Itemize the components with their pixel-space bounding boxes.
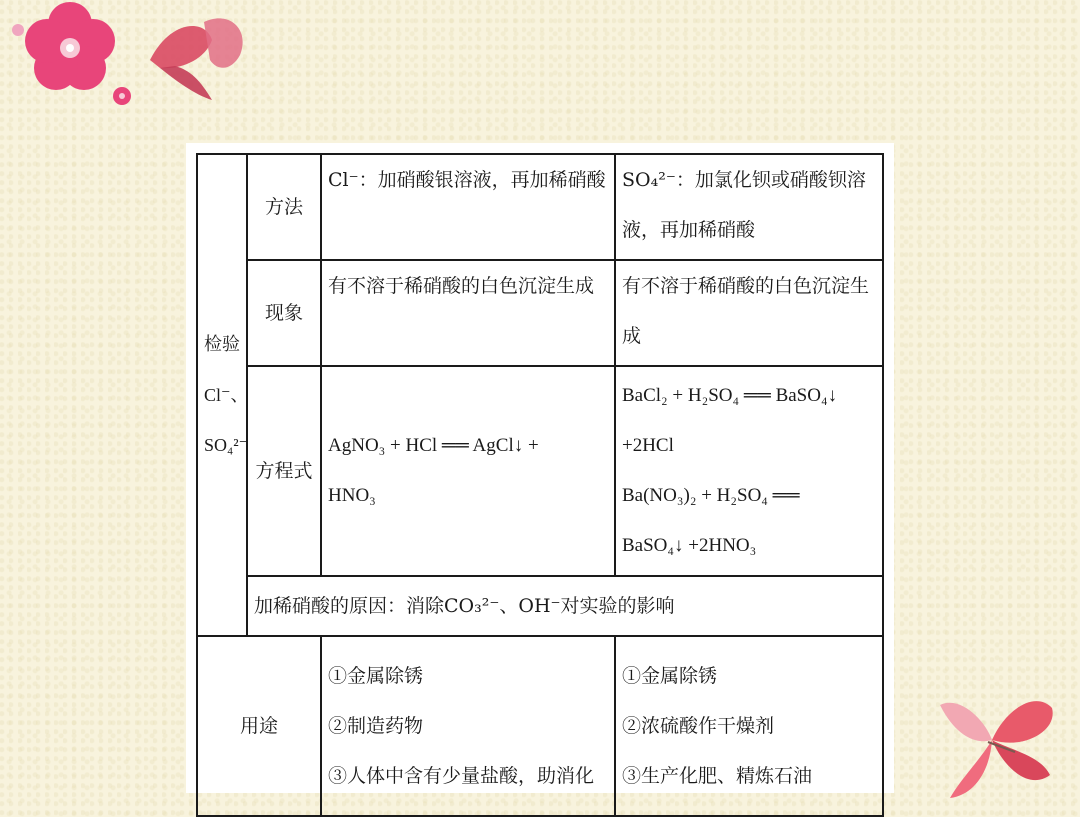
flower-decoration-icon	[0, 0, 260, 120]
equation-right-line3: Ba(NO₃)₂ + H₂SO₄ ══	[622, 485, 800, 506]
equation-right	[615, 366, 883, 576]
table-card	[186, 143, 894, 793]
butterfly-decoration-icon	[930, 690, 1080, 805]
uses-left-item: ②制造药物	[328, 715, 424, 737]
uses-right-item: ②浓硫酸作干燥剂	[622, 715, 775, 737]
equation-right-line4: BaSO₄↓ +2HNO₃	[622, 535, 757, 556]
uses-right	[615, 636, 883, 816]
equation-left-line1: AgNO₃ + HCl ══ AgCl↓ +	[328, 435, 539, 456]
equation-left-line2: HNO₃	[328, 485, 376, 506]
phenomenon-header: 现象	[247, 260, 321, 366]
check-label-line1: 检验	[204, 334, 240, 355]
uses-left-item: ③人体中含有少量盐酸，助消化	[328, 765, 595, 787]
phenomenon-right: 有不溶于稀硝酸的白色沉淀生成	[615, 260, 883, 366]
uses-left	[321, 636, 615, 816]
uses-right-item: ①金属除锈	[622, 665, 718, 687]
equation-right-line1: BaCl₂ + H₂SO₄ ══ BaSO₄↓	[622, 385, 838, 406]
method-right: SO₄²⁻：加氯化钡或硝酸钡溶液，再加稀硝酸	[615, 154, 883, 260]
phenomenon-left: 有不溶于稀硝酸的白色沉淀生成	[321, 260, 615, 366]
check-label-line3: SO₄²⁻	[204, 435, 249, 455]
equation-right-line2: +2HCl	[622, 435, 674, 456]
check-label-line2: Cl⁻、	[204, 385, 249, 405]
equation-left	[321, 366, 615, 576]
uses-left-item: ①金属除锈	[328, 665, 424, 687]
method-left: Cl⁻：加硝酸银溶液，再加稀硝酸	[321, 154, 615, 260]
uses-header: 用途	[197, 636, 321, 816]
check-label-cell	[197, 154, 247, 636]
chemistry-table	[196, 153, 884, 817]
reason-cell: 加稀硝酸的原因：消除CO₃²⁻、OH⁻对实验的影响	[247, 576, 883, 636]
uses-right-item: ③生产化肥、精炼石油	[622, 765, 813, 787]
equation-header: 方程式	[247, 366, 321, 576]
method-header: 方法	[247, 154, 321, 260]
